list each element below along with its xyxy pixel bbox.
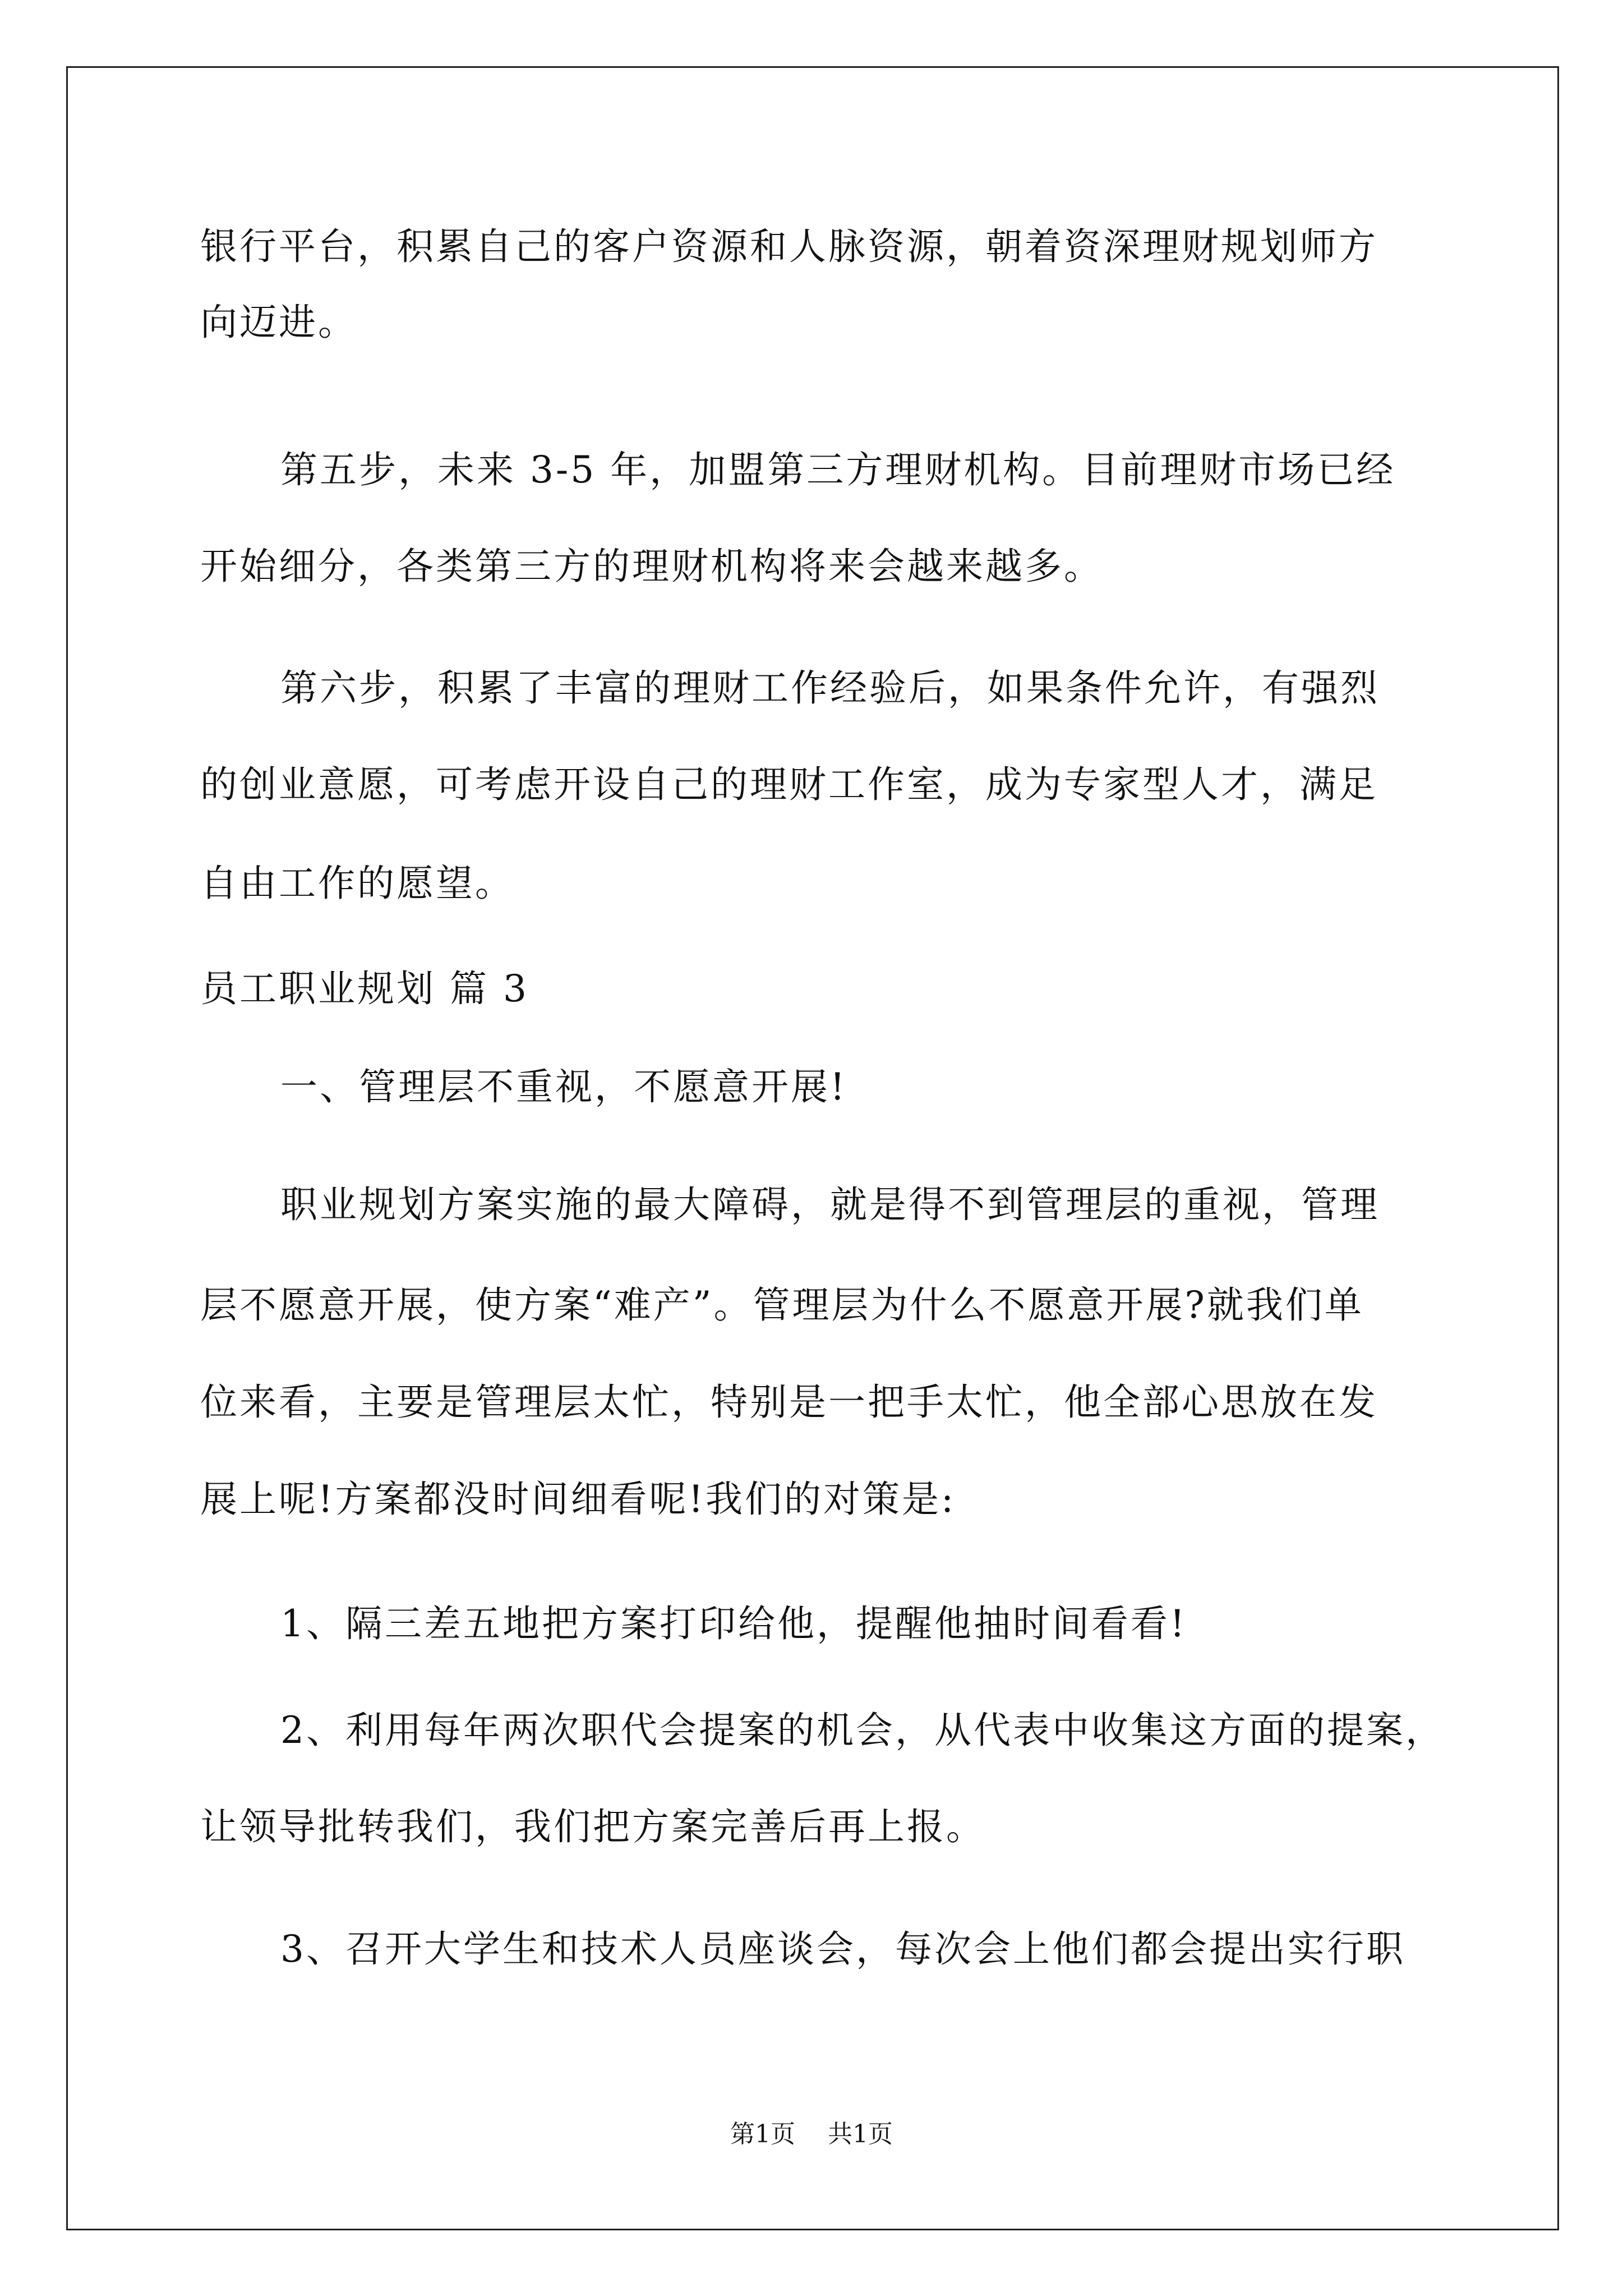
text-line: 位来看，主要是管理层太忙，特别是一把手太忙，他全部心思放在发 — [200, 1381, 1378, 1424]
text-line: 职业规划方案实施的最大障碍，就是得不到管理层的重视，管理 — [280, 1183, 1380, 1226]
text-line: 向迈进。 — [200, 301, 357, 344]
text-line: 第六步，积累了丰富的理财工作经验后，如果条件允许，有强烈 — [280, 666, 1380, 710]
text-line: 3、召开大学生和技术人员座谈会，每次会上他们都会提出实行职 — [280, 1927, 1405, 1971]
text-line: 让领导批转我们，我们把方案完善后再上报。 — [200, 1805, 985, 1848]
page-footer — [0, 2118, 1623, 2151]
text-line: 银行平台，积累自己的客户资源和人脉资源，朝着资深理财规划师方 — [200, 225, 1378, 268]
text-line: 一、管理层不重视，不愿意开展! — [280, 1065, 847, 1108]
section-heading: 员工职业规划 篇 3 — [200, 967, 529, 1010]
text-line: 自由工作的愿望。 — [200, 862, 514, 905]
text-line: 层不愿意开展，使方案“难产”。管理层为什么不愿意开展?就我们单 — [200, 1283, 1364, 1327]
page-border — [66, 66, 1559, 2230]
text-line: 开始细分，各类第三方的理财机构将来会越来越多。 — [200, 545, 1103, 588]
page-total: 共1页 — [828, 2120, 893, 2148]
text-line: 展上呢!方案都没时间细看呢!我们的对策是: — [200, 1478, 956, 1521]
text-line: 第五步，未来 3-5 年，加盟第三方理财机构。目前理财市场已经 — [280, 448, 1396, 491]
text-line: 1、隔三差五地把方案打印给他，提醒他抽时间看看! — [280, 1602, 1187, 1645]
text-line: 2、利用每年两次职代会提案的机会，从代表中收集这方面的提案， — [280, 1709, 1445, 1752]
page-number: 第1页 — [730, 2120, 795, 2148]
text-line: 的创业意愿，可考虑开设自己的理财工作室，成为专家型人才，满足 — [200, 763, 1378, 806]
